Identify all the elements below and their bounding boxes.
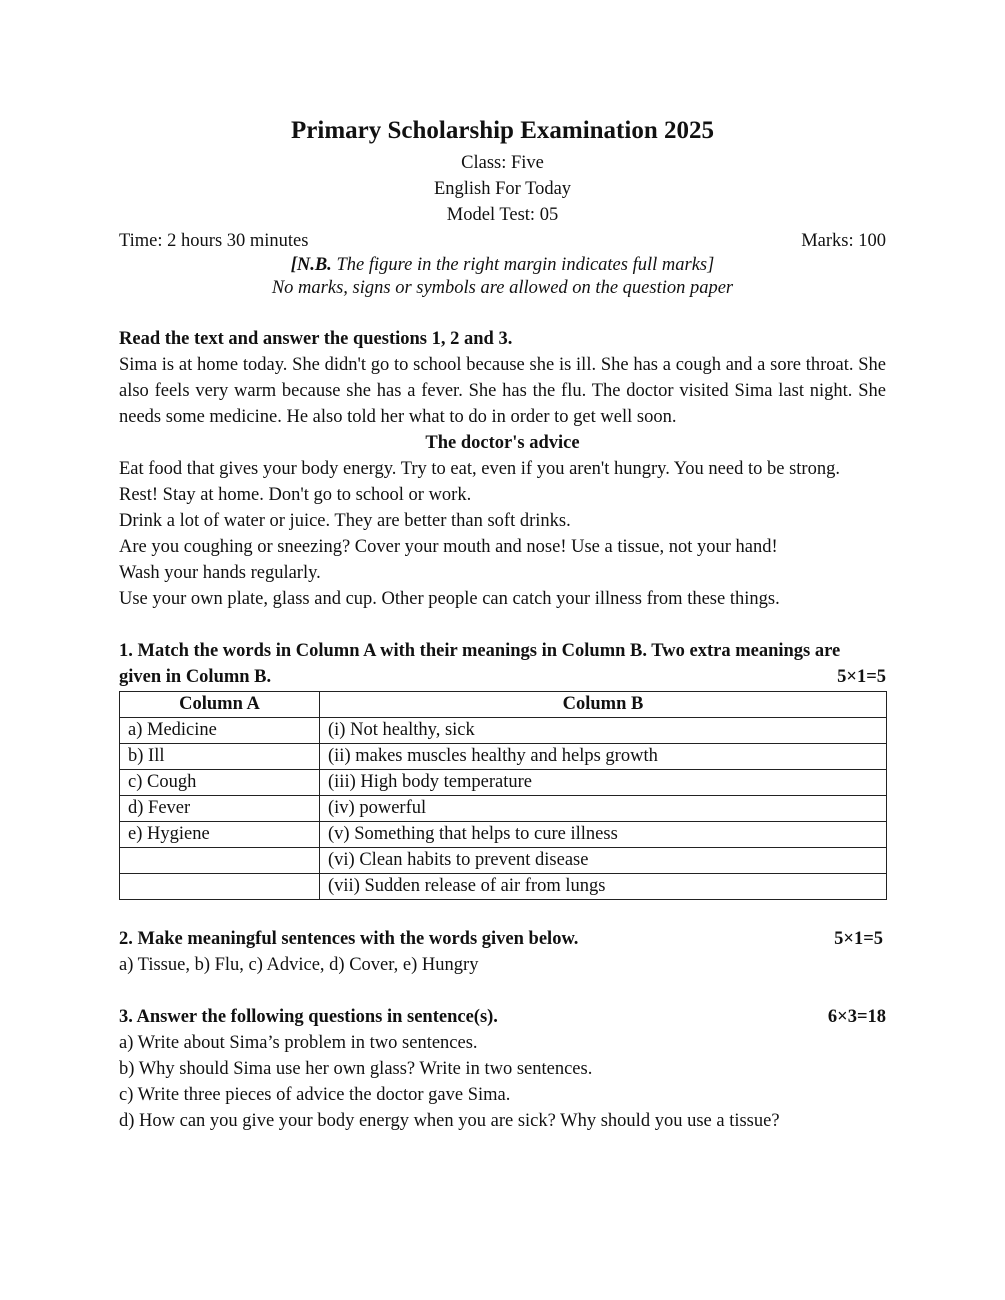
- column-b-cell: (vii) Sudden release of air from lungs: [320, 874, 887, 900]
- subject-line: English For Today: [433, 179, 572, 199]
- q1-heading-row: [119, 664, 886, 690]
- column-b-cell: (v) Something that helps to cure illness: [320, 822, 887, 848]
- column-b-cell: (i) Not healthy, sick: [320, 718, 887, 744]
- column-a-cell: e) Hygiene: [120, 822, 320, 848]
- column-b-header: Column B: [320, 692, 887, 718]
- q1-marks: 5×1=5: [837, 667, 886, 687]
- table-row: [120, 770, 887, 796]
- q3-heading-row: [119, 1004, 886, 1030]
- column-b-cell: (iii) High body temperature: [320, 770, 887, 796]
- column-a-cell: a) Medicine: [120, 718, 320, 744]
- match-table: [119, 691, 887, 900]
- q3-question: c) Write three pieces of advice the doctor gave Sima.: [119, 1085, 511, 1105]
- column-b-cell: (ii) makes muscles healthy and helps growth: [320, 744, 887, 770]
- passage-instruction: Read the text and answer the questions 1, 2 and 3.: [119, 329, 513, 349]
- advice-line: Eat food that gives your body energy. Try to eat, even if you aren't hungry. You need to be strong.: [119, 459, 840, 479]
- model-test-line: Model Test: 05: [446, 205, 559, 225]
- column-b-cell: (iv) powerful: [320, 796, 887, 822]
- table-row: [120, 744, 887, 770]
- q3-question: b) Why should Sima use her own glass? Write in two sentences.: [119, 1059, 593, 1079]
- nb-label: [N.B.: [290, 255, 332, 275]
- q3-heading: 3. Answer the following questions in sentence(s).: [119, 1007, 498, 1027]
- q1-heading: 1. Match the words in Column A with their meanings in Column B. Two extra meanings are: [119, 641, 841, 661]
- nb-note: [119, 254, 886, 277]
- table-row: [120, 718, 887, 744]
- exam-title: Primary Scholarship Examination 2025: [291, 117, 714, 144]
- passage-text: Sima is at home today. She didn't go to school because she is ill. She has a cough and a sore throat. She also feels very warm because she has a fever. She has the flu. The doctor visited Sima last night. She needs some medicine. He also told her what to do in order to get well soon.: [119, 355, 886, 427]
- advice-line: Use your own plate, glass and cup. Other people can catch your illness from these things.: [119, 589, 780, 609]
- table-row: [120, 822, 887, 848]
- q3-question: d) How can you give your body energy when you are sick? Why should you use a tissue?: [119, 1111, 780, 1131]
- column-b-cell: (vi) Clean habits to prevent disease: [320, 848, 887, 874]
- time-marks-row: [119, 228, 886, 254]
- q1-heading-cont: given in Column B.: [119, 667, 272, 687]
- advice-line: Wash your hands regularly.: [119, 563, 321, 583]
- table-row: [120, 796, 887, 822]
- q2-words: a) Tissue, b) Flu, c) Advice, d) Cover, e) Hungry: [119, 955, 479, 975]
- column-a-cell: c) Cough: [120, 770, 320, 796]
- advice-title: The doctor's advice: [425, 433, 580, 453]
- column-a-cell: [120, 848, 320, 874]
- table-row: [120, 848, 887, 874]
- q3-question: a) Write about Sima’s problem in two sentences.: [119, 1033, 478, 1053]
- notice-line: No marks, signs or symbols are allowed on the question paper: [271, 278, 734, 298]
- advice-line: Drink a lot of water or juice. They are better than soft drinks.: [119, 511, 571, 531]
- column-a-header: Column A: [120, 692, 320, 718]
- table-row: [120, 874, 887, 900]
- nb-text: The figure in the right margin indicates full marks]: [331, 255, 715, 275]
- q2-heading: 2. Make meaningful sentences with the words given below.: [119, 929, 579, 949]
- advice-line: Rest! Stay at home. Don't go to school or work.: [119, 485, 472, 505]
- column-a-cell: d) Fever: [120, 796, 320, 822]
- class-line: Class: Five: [461, 153, 544, 173]
- q2-heading-row: [119, 926, 886, 952]
- column-a-cell: [120, 874, 320, 900]
- q2-marks: 5×1=5: [834, 929, 883, 949]
- column-a-cell: b) Ill: [120, 744, 320, 770]
- match-table-header: [120, 692, 887, 718]
- marks-text: Marks: 100: [801, 231, 886, 251]
- q3-marks: 6×3=18: [827, 1007, 886, 1027]
- advice-line: Are you coughing or sneezing? Cover your mouth and nose! Use a tissue, not your hand!: [119, 537, 778, 557]
- time-text: Time: 2 hours 30 minutes: [119, 231, 309, 251]
- exam-page: [119, 116, 886, 1134]
